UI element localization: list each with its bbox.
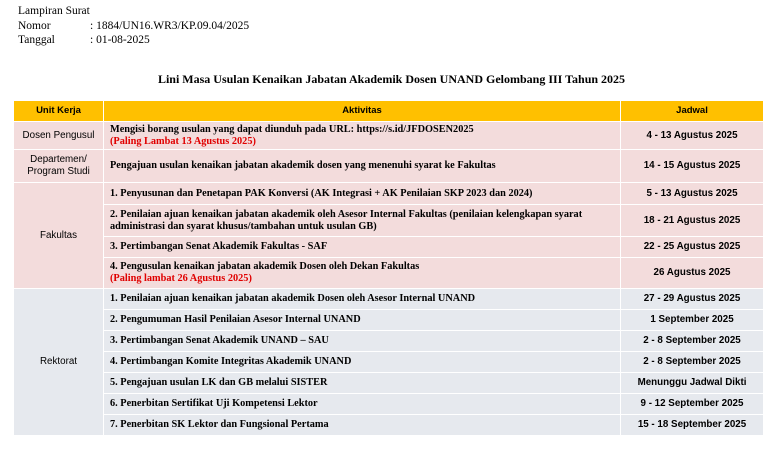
date-cell: 5 - 13 Agustus 2025 [621,183,764,205]
tanggal-row [18,33,249,48]
header-unit-kerja: Unit Kerja [14,101,104,122]
unit-dosen-pengusul: Dosen Pengusul [14,122,104,150]
tanggal-label: Tanggal [18,34,55,46]
table-row [14,237,764,258]
table-row [14,183,764,205]
activity-cell: 3. Pertimbangan Senat Akademik Fakultas - SAF [104,237,621,258]
date-cell: 2 - 8 September 2025 [621,352,764,373]
date-cell: 22 - 25 Agustus 2025 [621,237,764,258]
table-row [14,289,764,310]
header-aktivitas: Aktivitas [104,101,621,122]
table-row [14,258,764,289]
date-cell: 26 Agustus 2025 [621,258,764,289]
attachment-label: Lampiran Surat [18,5,90,17]
activity-text: Mengisi borang usulan yang dapat diunduh pada URL: https://s.id/JFDOSEN2025 [110,123,474,135]
table-row [14,352,764,373]
nomor-row [18,19,249,34]
nomor-value: : 1884/UN16.WR3/KP.09.04/2025 [90,19,250,32]
date-cell: 1 September 2025 [621,310,764,331]
table-row [14,122,764,150]
deadline-note: (Paling lambat 26 Agustus 2025) [110,273,252,284]
date-cell: Menunggu Jadwal Dikti [621,373,764,394]
date-cell: 15 - 18 September 2025 [621,415,764,436]
table-row [14,373,764,394]
table-row [14,331,764,352]
date-cell: 27 - 29 Agustus 2025 [621,289,764,310]
activity-text: 4. Pengusulan kenaikan jabatan akademik Dosen oleh Dekan Fakultas [110,261,420,272]
activity-cell [104,258,621,289]
table-row [14,394,764,415]
date-cell: 18 - 21 Agustus 2025 [621,205,764,237]
table-row [14,310,764,331]
header-jadwal: Jadwal [621,101,764,122]
nomor-label: Nomor [18,19,51,32]
unit-rektorat: Rektorat [14,289,104,436]
date-cell: 14 - 15 Agustus 2025 [621,150,764,183]
letter-meta [18,4,249,48]
activity-cell: 7. Penerbitan SK Lektor dan Fungsional Pertama [104,415,621,436]
table-row [14,205,764,237]
activity-cell: Pengajuan usulan kenaikan jabatan akademik dosen yang menenuhi syarat ke Fakultas [104,150,621,183]
date-cell: 9 - 12 September 2025 [621,394,764,415]
document-title: Lini Masa Usulan Kenaikan Jabatan Akademik Dosen UNAND Gelombang III Tahun 2025 [157,72,626,86]
activity-cell [104,122,621,150]
activity-cell: 1. Penilaian ajuan kenaikan jabatan akademik Dosen oleh Asesor Internal UNAND [104,289,621,310]
deadline-note: (Paling Lambat 13 Agustus 2025) [110,135,256,147]
date-cell: 4 - 13 Agustus 2025 [621,122,764,150]
activity-cell: 4. Pertimbangan Komite Integritas Akademik UNAND [104,352,621,373]
activity-cell: 2. Pengumuman Hasil Penilaian Asesor Internal UNAND [104,310,621,331]
unit-fakultas: Fakultas [14,183,104,289]
unit-departemen [14,150,104,183]
activity-cell: 6. Penerbitan Sertifikat Uji Kompetensi Lektor [104,394,621,415]
activity-cell: 2. Penilaian ajuan kenaikan jabatan akademik oleh Asesor Internal Fakultas (penilaian kelengkapan syarat administrasi dan syarat khusus/tambahan untuk usulan GB) [104,205,621,237]
table-row [14,415,764,436]
tanggal-value: : 01-08-2025 [90,34,150,46]
table-row [14,150,764,183]
activity-cell: 5. Pengajuan usulan LK dan GB melalui SISTER [104,373,621,394]
unit-line: Program Studi [27,166,90,177]
table-header-row [14,101,764,122]
activity-cell: 1. Penyusunan dan Penetapan PAK Konversi (AK Integrasi + AK Penilaian SKP 2023 dan 2024) [104,183,621,205]
date-cell: 2 - 8 September 2025 [621,331,764,352]
activity-cell: 3. Pertimbangan Senat Akademik UNAND – SAU [104,331,621,352]
unit-line: Departemen/ [30,154,87,165]
timeline-table [13,100,764,436]
